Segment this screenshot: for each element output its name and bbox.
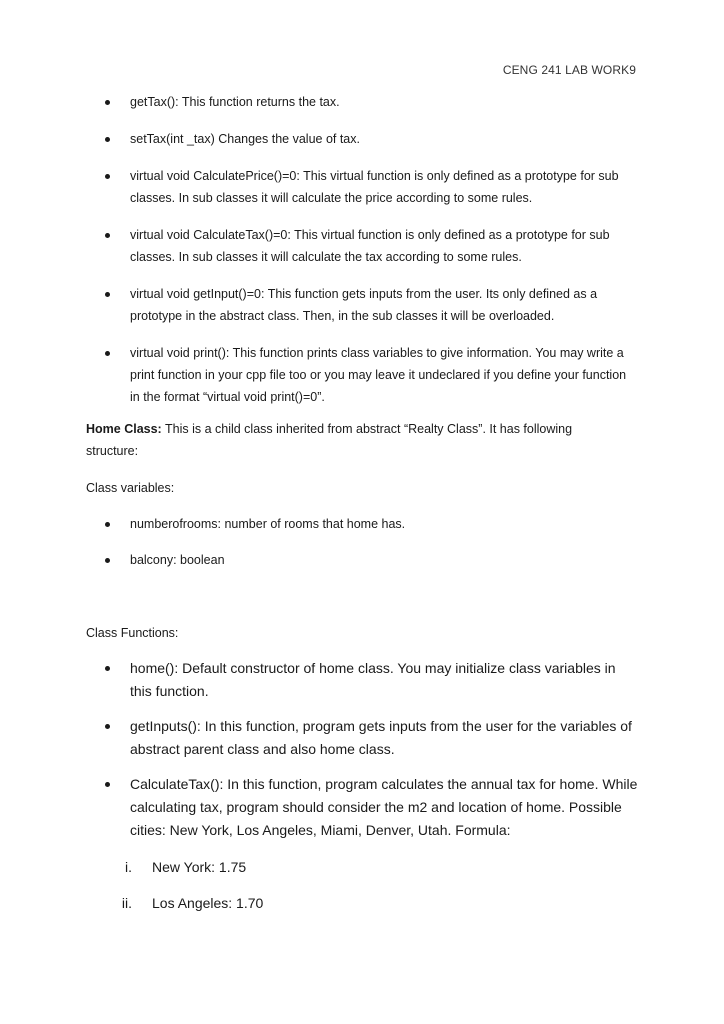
list-item-text: home(): Default constructor of home class. You may initialize class variables in this function. [130, 660, 616, 699]
tax-rate-text: Los Angeles: 1.70 [152, 895, 264, 911]
list-item [0, 91, 724, 113]
class-functions-list [0, 657, 724, 842]
bullet-icon [105, 724, 110, 729]
class-variables-list [0, 513, 724, 571]
tax-rate-number: i. [125, 859, 132, 875]
list-item [0, 549, 724, 571]
list-item-text: virtual void getInput()=0: This function gets inputs from the user. Its only defined as a prototype in the abstract class. Then, in the sub classes it will be overloaded. [130, 287, 598, 323]
class-functions-heading: Class Functions: [86, 626, 179, 640]
bullet-icon [105, 174, 110, 179]
list-item [0, 342, 724, 408]
list-item-text: CalculateTax(): In this function, program calculates the annual tax for home. While calculating tax, program should consider the m2 and location of home. Possible cities: New York, Los Angeles, Miami, Denver, Utah. Formula: [130, 776, 638, 838]
list-item-text: setTax(int _tax) Changes the value of tax. [130, 132, 360, 146]
list-item [0, 283, 724, 327]
list-item-text: virtual void print(): This function prints class variables to give information. You may write a print function in your cpp file too or you may leave it undeclared if you define your function in the format “virtual void print()=0”. [130, 346, 627, 404]
home-class-label: Home Class: [86, 422, 162, 436]
list-item-text: numberofrooms: number of rooms that home has. [130, 517, 406, 531]
list-item [0, 165, 724, 209]
home-class-description [86, 418, 624, 462]
bullet-icon [105, 558, 110, 563]
bullet-icon [105, 233, 110, 238]
list-item-text: getInputs(): In this function, program gets inputs from the user for the variables of abstract parent class and also home class. [130, 718, 632, 757]
list-item [0, 224, 724, 268]
list-item [0, 657, 724, 703]
list-item-text: balcony: boolean [130, 553, 225, 567]
bullet-icon [105, 100, 110, 105]
bullet-icon [105, 666, 110, 671]
bullet-icon [105, 782, 110, 787]
list-item [0, 715, 724, 761]
realty-functions-list [0, 91, 724, 408]
list-item-text: getTax(): This function returns the tax. [130, 95, 340, 109]
list-item-text: virtual void CalculateTax()=0: This virtual function is only defined as a prototype for sub classes. In sub classes it will calculate the tax according to some rules. [130, 228, 610, 264]
bullet-icon [105, 522, 110, 527]
list-item [0, 513, 724, 535]
list-item-text: virtual void CalculatePrice()=0: This virtual function is only defined as a prototype for sub classes. In sub classes it will calculate the price according to some rules. [130, 169, 619, 205]
bullet-icon [105, 292, 110, 297]
list-item [0, 773, 724, 842]
page-header: CENG 241 LAB WORK9 [502, 63, 636, 77]
bullet-icon [105, 351, 110, 356]
bullet-icon [105, 137, 110, 142]
class-variables-heading: Class variables: [86, 481, 175, 495]
tax-rate-text: New York: 1.75 [152, 859, 247, 875]
tax-rate-number: ii. [121, 895, 132, 911]
list-item [0, 128, 724, 150]
home-class-text: This is a child class inherited from abstract “Realty Class”. It has following structure: [86, 422, 573, 458]
